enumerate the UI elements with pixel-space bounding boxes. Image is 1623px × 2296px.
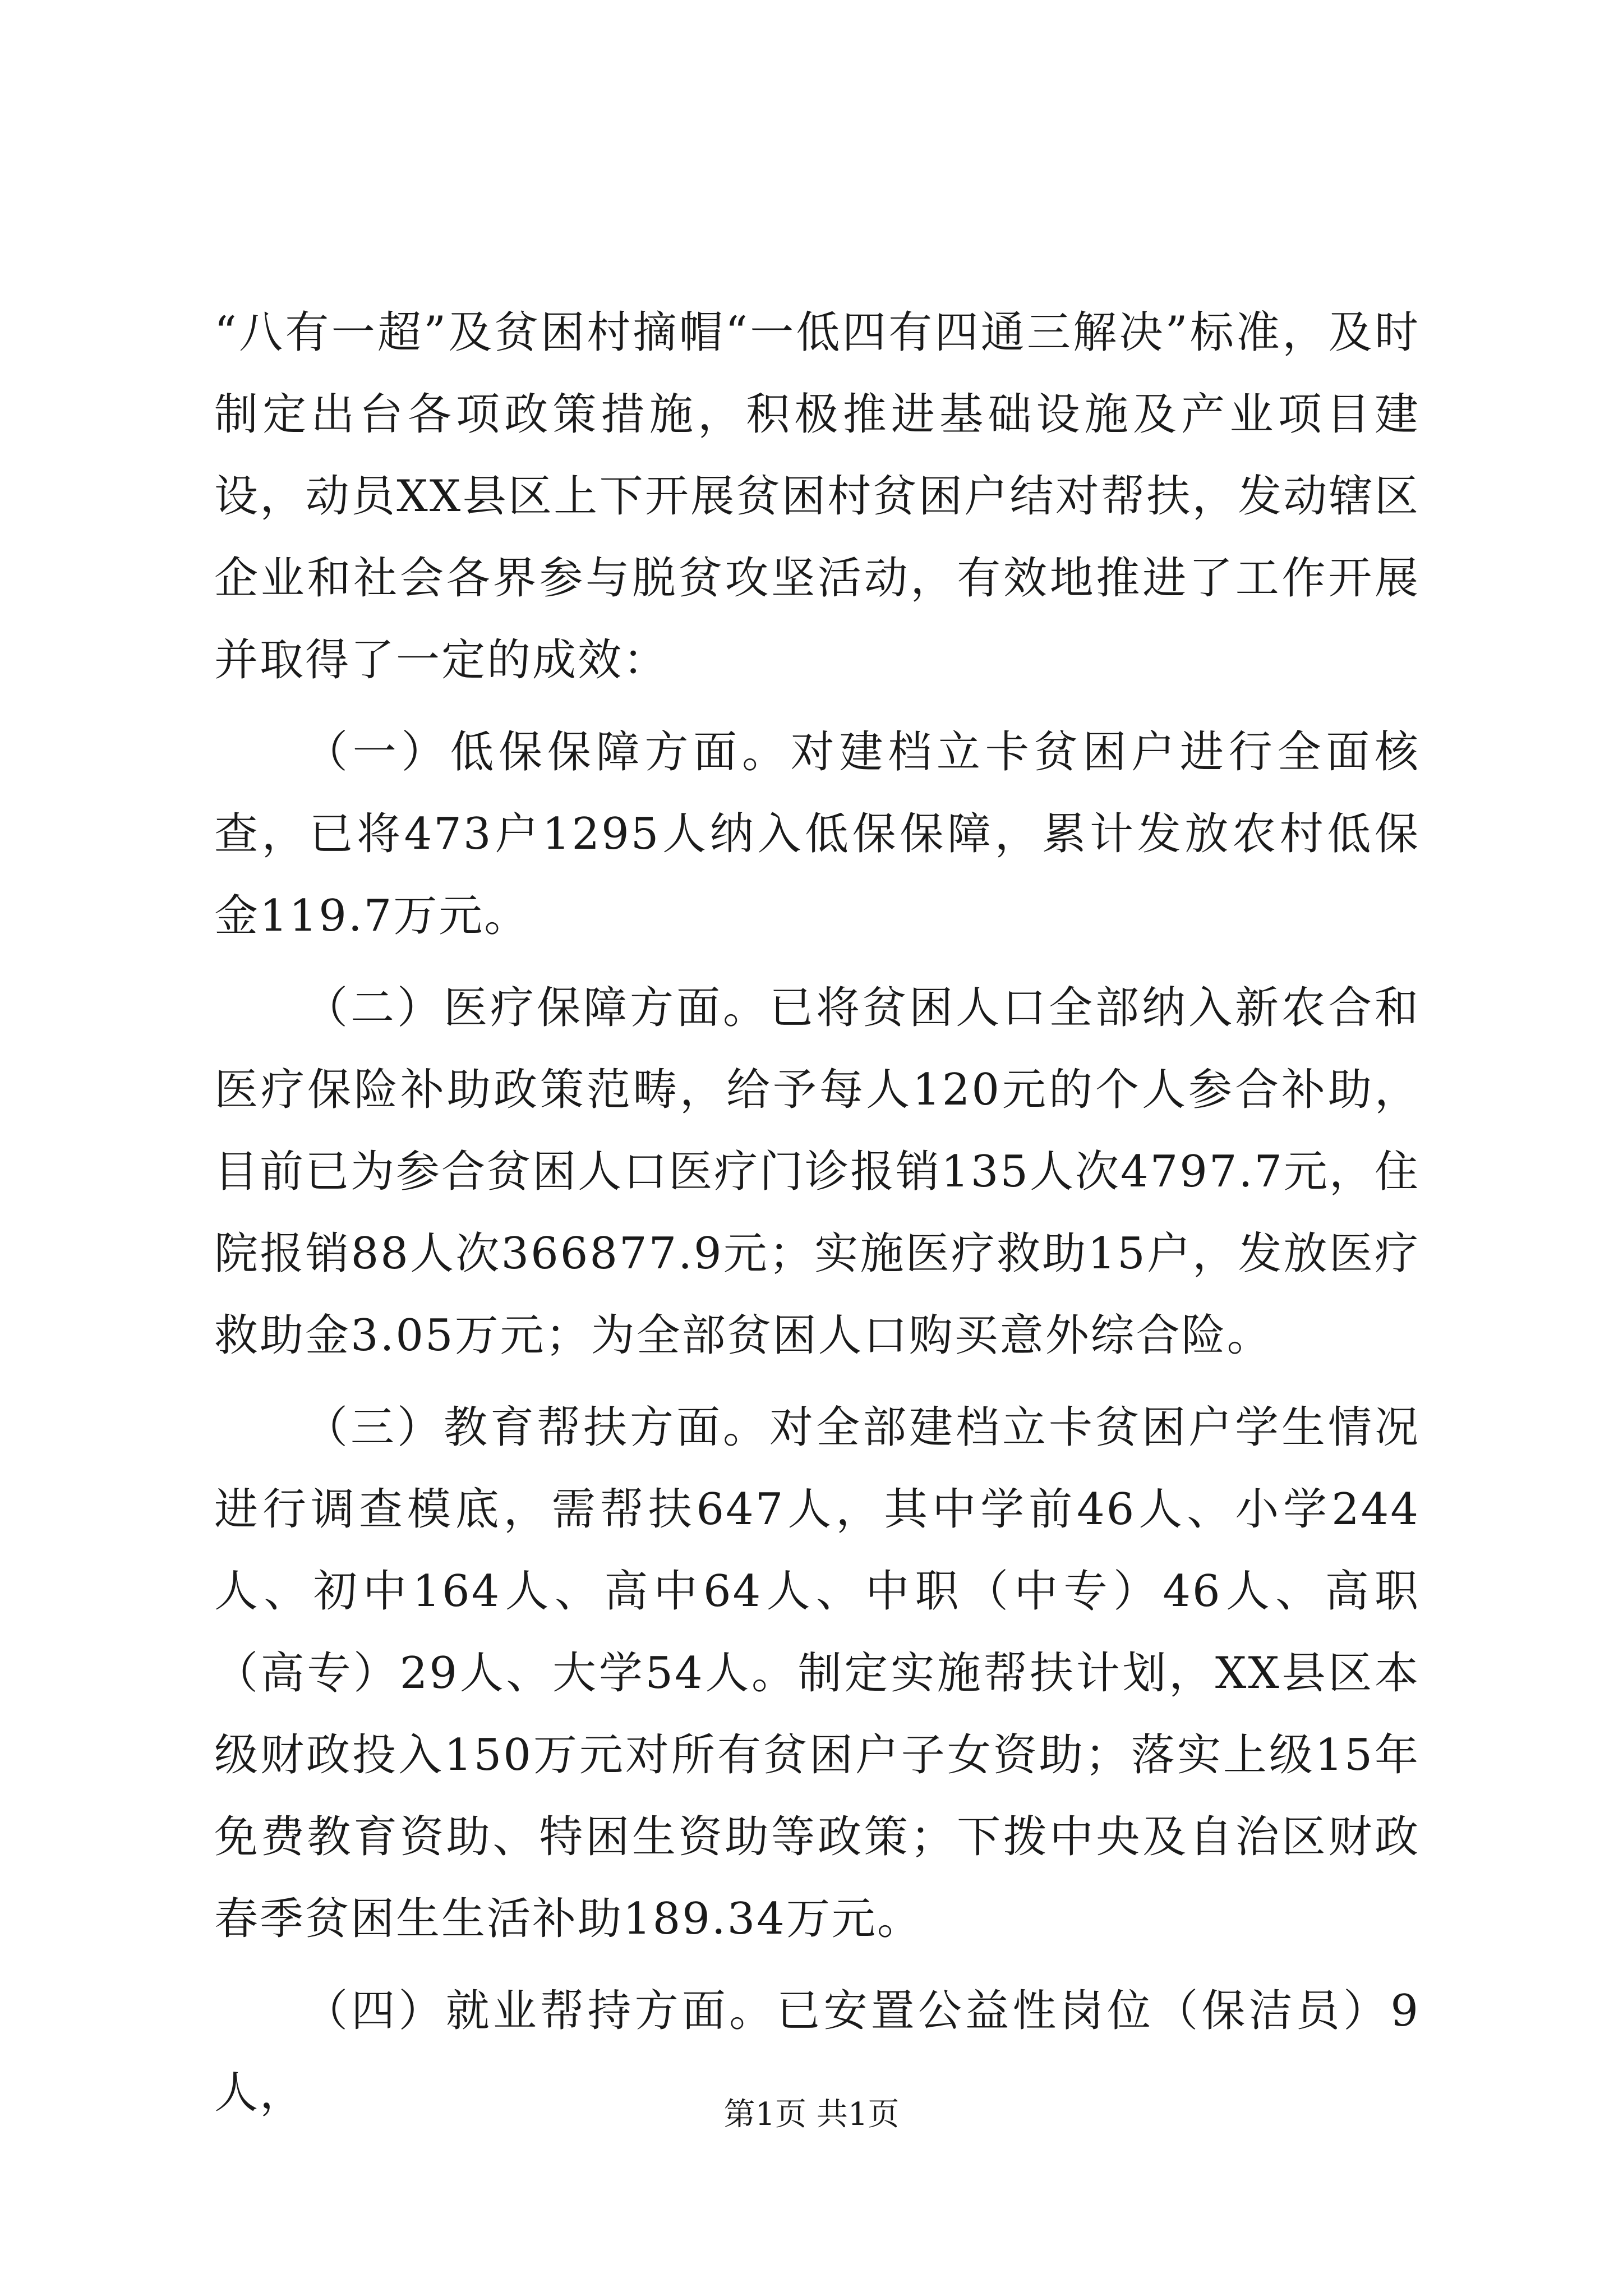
paragraph-education-assistance: （三）教育帮扶方面。对全部建档立卡贫困户学生情况进行调查模底，需帮扶647人，其中学前46人、小学244人、初中164人、高中64人、中职（中专）46人、高职（高专）29人、大学54人。制定实施帮扶计划，XX县区本级财政投入150万元对所有贫困户子女资助；落实上级15年免费教育资助、特困生资助等政策；下拨中央及自治区财政春季贫困生生活补助189.34万元。 (214, 1402, 1420, 1944)
paragraph-low-income-security: （一）低保保障方面。对建档立卡贫困户进行全面核查，已将473户1295人纳入低保保障，累计发放农村低保金119.7万元。 (214, 727, 1420, 941)
paragraph-employment-support: （四）就业帮持方面。已安置公益性岗位（保洁员）9人， (214, 1986, 1420, 2118)
paragraph-intro: “八有一超”及贫困村摘帽“一低四有四通三解决”标准，及时制定出台各项政策措施，积极推进基础设施及产业项目建设，动员XX县区上下开展贫困村贫困户结对帮扶，发动辖区企业和社会各界参与脱贫攻坚活动，有效地推进了工作开展并取得了一定的成效： (214, 307, 1420, 685)
document-body (214, 292, 1420, 2134)
paragraph-medical-security: （二）医疗保障方面。已将贫困人口全部纳入新农合和医疗保险补助政策范畴，给予每人120元的个人参合补助，目前已为参合贫困人口医疗门诊报销135人次4797.7元，住院报销88人次366877.9元；实施医疗救助15户，发放医疗救助金3.05万元；为全部贫困人口购买意外综合险。 (214, 983, 1420, 1361)
page-number-footer: 第1页 共1页 (723, 2096, 900, 2133)
